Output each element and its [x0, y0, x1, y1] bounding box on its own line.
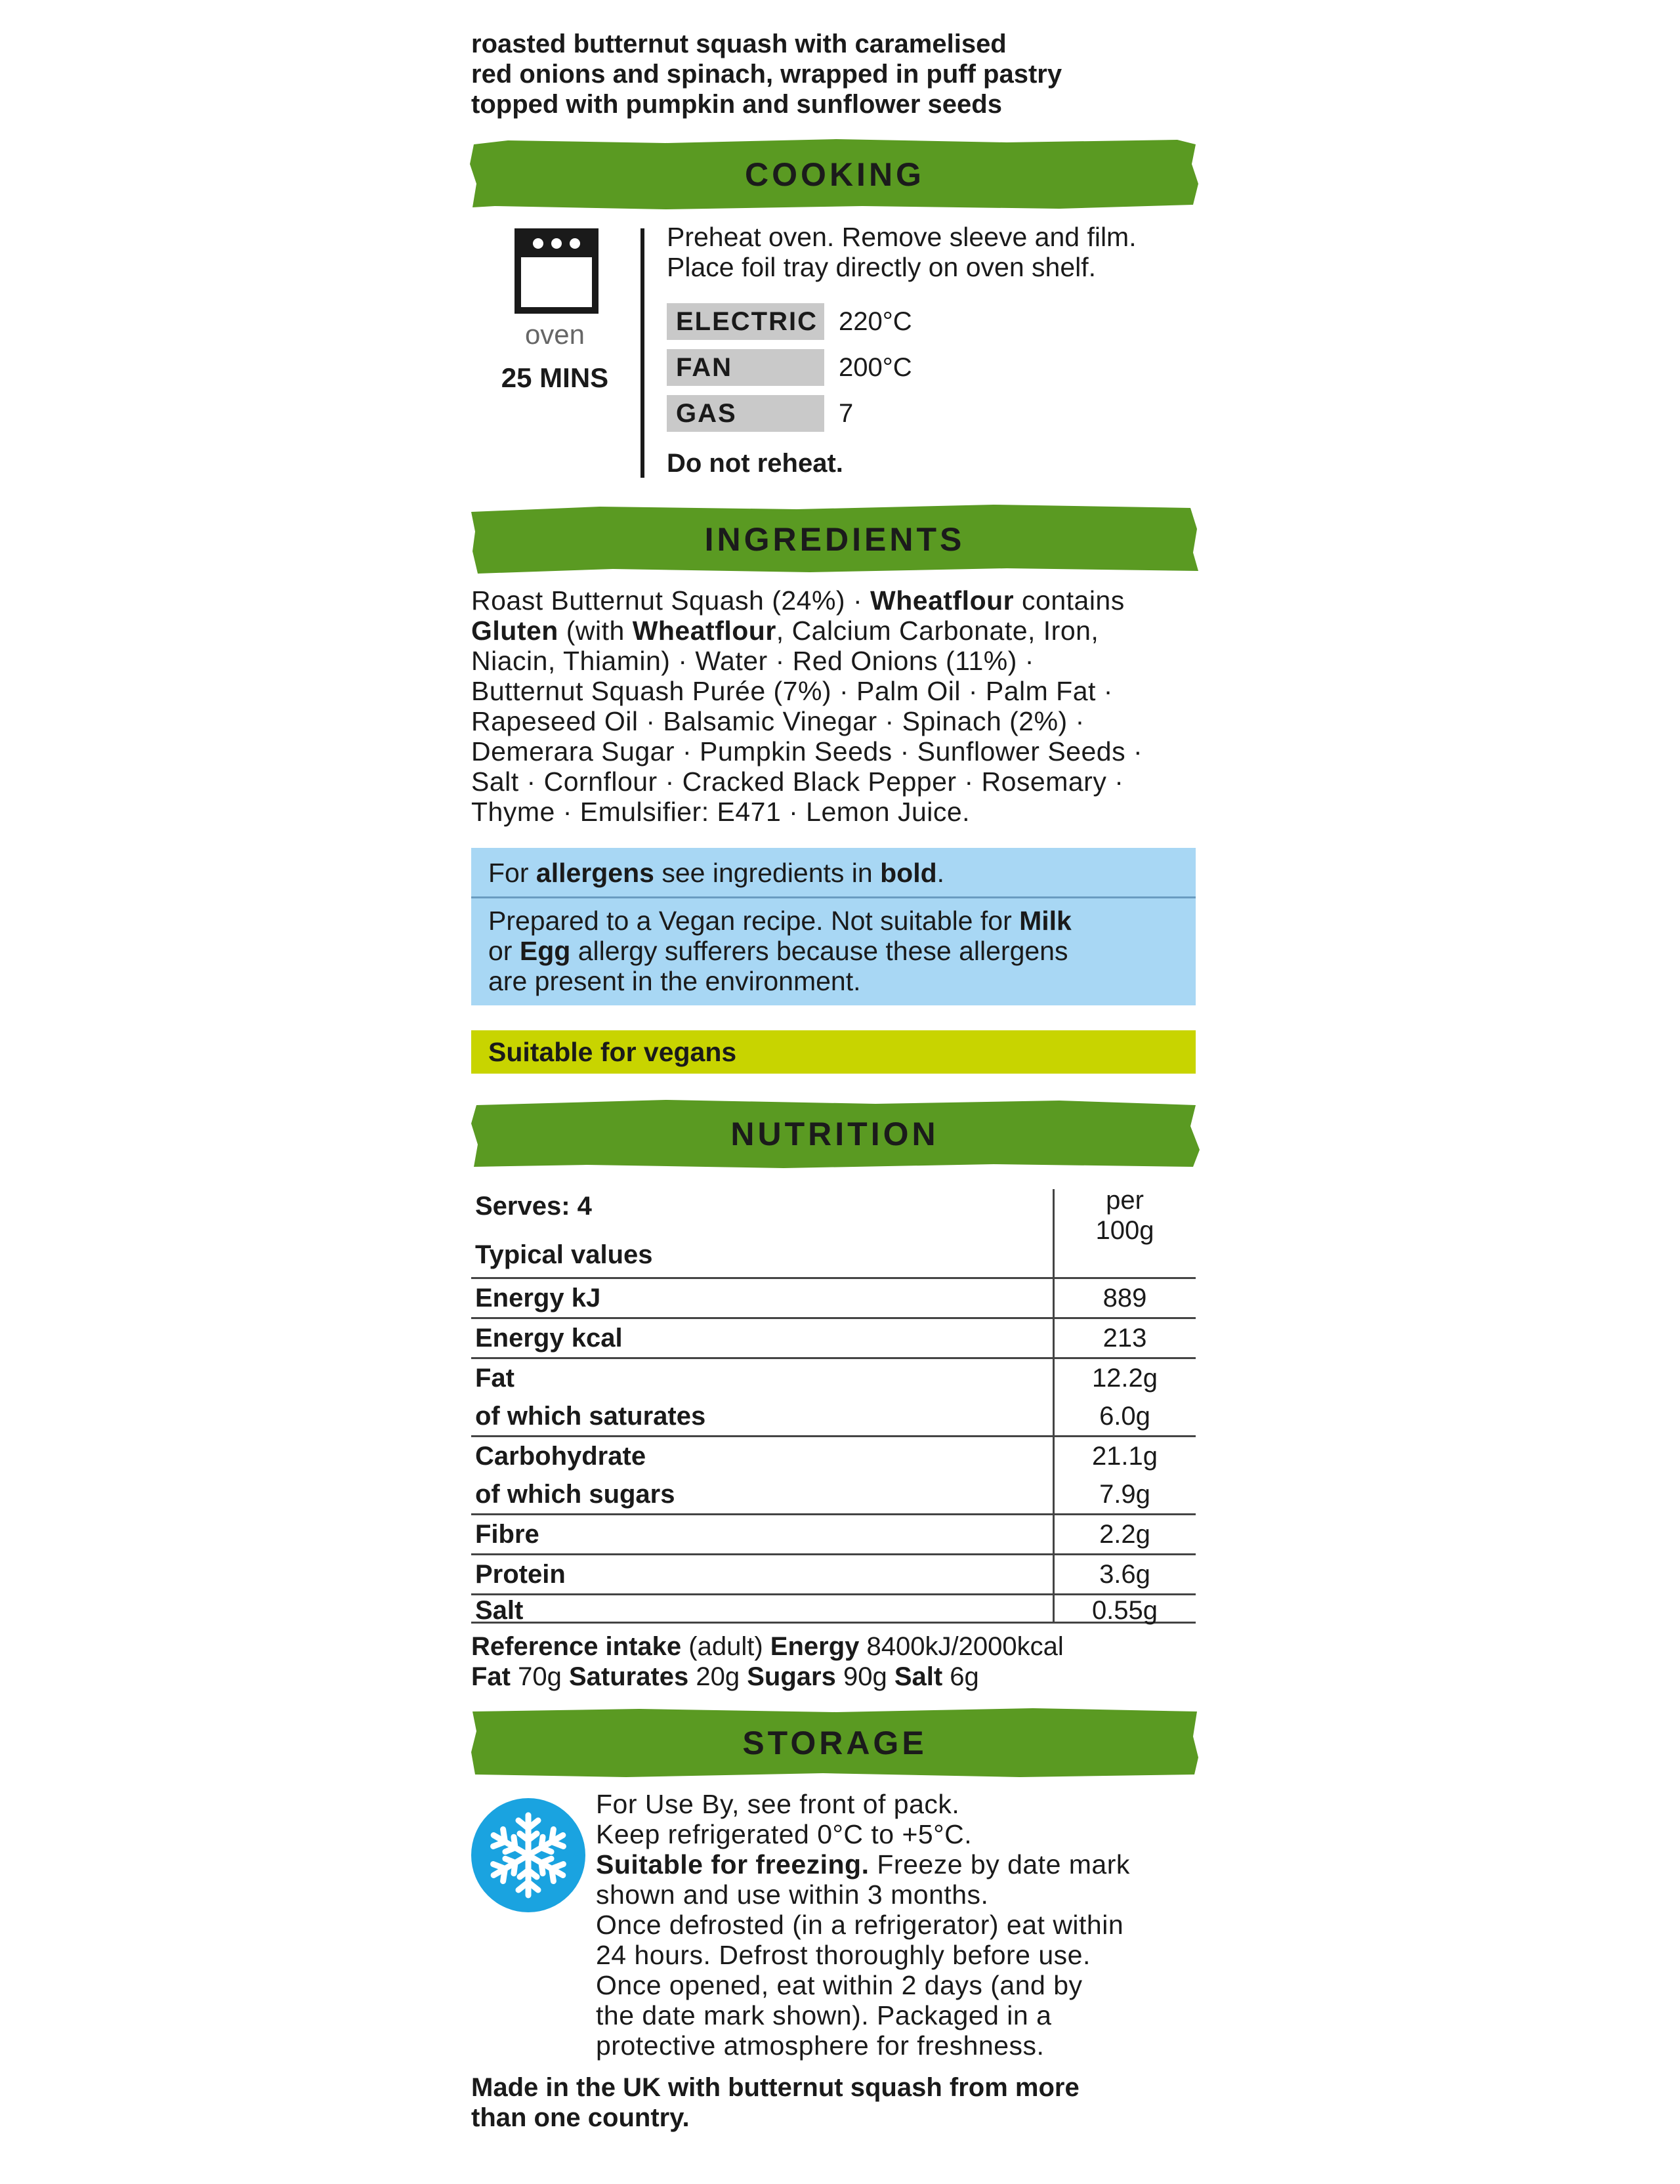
table-row	[471, 1437, 1196, 1475]
nutrient-value: 2.2g	[1099, 1520, 1150, 1549]
allergen-warning	[488, 906, 1184, 996]
ingredients-line: Butternut Squash Purée (7%) · Palm Oil · Palm Fat ·	[471, 676, 1113, 706]
nutrient-value: 21.1g	[1091, 1442, 1158, 1471]
product-description	[471, 29, 1196, 119]
ingredients-line: Rapeseed Oil · Balsamic Vinegar · Spinach (2%) ·	[471, 706, 1085, 736]
vegan-label: Suitable for vegans	[488, 1037, 737, 1067]
origin-line: than one country.	[471, 2103, 690, 2132]
table-row	[471, 1397, 1196, 1437]
per-label: per	[1106, 1186, 1144, 1215]
nutrient-label: Fat	[475, 1364, 514, 1393]
storage-line: Once opened, eat within 2 days (and by	[596, 1970, 1083, 2000]
cooking-method: oven	[524, 319, 585, 350]
temp-label: FAN	[667, 349, 824, 386]
nutrient-value: 3.6g	[1099, 1560, 1150, 1589]
reheat-note: Do not reheat.	[667, 449, 843, 478]
storage-line: 24 hours. Defrost thoroughly before use.	[596, 1940, 1091, 1970]
cooking-banner	[469, 138, 1201, 211]
warning-line: are present in the environment.	[488, 966, 861, 996]
storage-line: Once defrosted (in a refrigerator) eat within	[596, 1910, 1124, 1940]
nutrient-value: 213	[1102, 1324, 1147, 1353]
divider	[640, 228, 644, 478]
description-line: topped with pumpkin and sunflower seeds	[471, 90, 1002, 119]
table-row	[471, 1359, 1196, 1397]
ingredients-line: Demerara Sugar · Pumpkin Seeds · Sunflower Seeds ·	[471, 736, 1143, 766]
temp-value: 7	[839, 399, 854, 428]
nutrient-label: Salt	[475, 1596, 524, 1625]
instruction-line: Preheat oven. Remove sleeve and film.	[667, 222, 1137, 252]
warning-line: or Egg allergy sufferers because these allergens	[488, 936, 1068, 966]
cooking-instructions	[667, 222, 1198, 282]
nutrient-label: Carbohydrate	[475, 1442, 646, 1471]
table-row	[471, 1319, 1196, 1359]
allergen-info-box	[471, 848, 1196, 1005]
storage-line: Keep refrigerated 0°C to +5°C.	[596, 1819, 973, 1849]
storage-line: Suitable for freezing. Freeze by date mark	[596, 1849, 1130, 1880]
nutrient-label: of which sugars	[475, 1480, 675, 1509]
temp-value: 200°C	[839, 353, 912, 382]
reference-intake	[471, 1631, 1196, 1692]
nutrient-value: 0.55g	[1091, 1596, 1158, 1625]
nutrient-label: Fibre	[475, 1520, 539, 1549]
storage-line: For Use By, see front of pack.	[596, 1789, 960, 1819]
description-line: roasted butternut squash with caramelised	[471, 30, 1007, 58]
divider	[471, 896, 1196, 898]
origin-line: Made in the UK with butternut squash from more	[471, 2073, 1080, 2102]
ingredients-list	[471, 585, 1196, 827]
table-row	[471, 1515, 1196, 1555]
cooking-section	[471, 222, 1196, 484]
serves-label: Serves: 4	[475, 1192, 592, 1221]
oven-icon	[514, 228, 598, 314]
snowflake-icon	[471, 1798, 585, 1912]
storage-banner	[469, 1706, 1201, 1780]
ingredients-line: Niacin, Thiamin) · Water · Red Onions (11%) ·	[471, 646, 1034, 676]
ingredients-line: Thyme · Emulsifier: E471 · Lemon Juice.	[471, 797, 971, 827]
section-title: COOKING	[745, 156, 925, 193]
typical-values-label: Typical values	[475, 1240, 653, 1269]
storage-line: shown and use within 3 months.	[596, 1880, 989, 1910]
nutrient-label: Energy kcal	[475, 1324, 623, 1353]
table-row	[471, 1595, 1196, 1624]
temp-label: GAS	[667, 395, 824, 432]
ingredients-line: Gluten (with Wheatflour, Calcium Carbonate, Iron,	[471, 616, 1099, 646]
cooking-time: 25 MINS	[501, 362, 609, 393]
ingredients-banner	[469, 503, 1201, 576]
section-title: STORAGE	[742, 1725, 927, 1761]
nutrition-banner	[469, 1097, 1201, 1171]
origin-statement	[471, 2072, 1196, 2133]
warning-line: Prepared to a Vegan recipe. Not suitable for Milk	[488, 906, 1072, 936]
nutrient-value: 12.2g	[1091, 1364, 1158, 1393]
nutrient-value: 889	[1102, 1284, 1147, 1312]
storage-line: the date mark shown). Packaged in a	[596, 2000, 1052, 2030]
temp-value: 220°C	[839, 307, 912, 336]
nutrient-value: 6.0g	[1099, 1402, 1150, 1431]
section-title: INGREDIENTS	[704, 521, 965, 558]
vegan-badge	[471, 1030, 1196, 1074]
temp-label: ELECTRIC	[667, 303, 824, 340]
description-line: red onions and spinach, wrapped in puff pastry	[471, 60, 1062, 89]
nutrition-table-header	[471, 1186, 1196, 1279]
storage-instructions	[596, 1789, 1200, 2061]
table-row	[471, 1279, 1196, 1319]
per-100g-header	[1054, 1185, 1196, 1246]
nutrient-label: Protein	[475, 1560, 566, 1589]
nutrient-label: of which saturates	[475, 1402, 706, 1431]
instruction-line: Place foil tray directly on oven shelf.	[667, 252, 1097, 282]
table-row	[471, 1555, 1196, 1595]
nutrient-label: Energy kJ	[475, 1284, 601, 1312]
table-row	[471, 1475, 1196, 1515]
ingredients-line: Salt · Cornflour · Cracked Black Pepper · Rosemary ·	[471, 766, 1124, 797]
nutrient-value: 7.9g	[1099, 1480, 1150, 1509]
ingredients-line: Roast Butternut Squash (24%) · Wheatflour contains	[471, 585, 1125, 616]
section-title: NUTRITION	[730, 1116, 939, 1152]
reference-line: Fat 70g Saturates 20g Sugars 90g Salt 6g	[471, 1662, 979, 1691]
reference-line: Reference intake (adult) Energy 8400kJ/2000kcal	[471, 1632, 1064, 1661]
allergen-advice: For allergens see ingredients in bold.	[488, 858, 945, 888]
per-unit: 100g	[1095, 1216, 1154, 1245]
storage-line: protective atmosphere for freshness.	[596, 2030, 1045, 2061]
